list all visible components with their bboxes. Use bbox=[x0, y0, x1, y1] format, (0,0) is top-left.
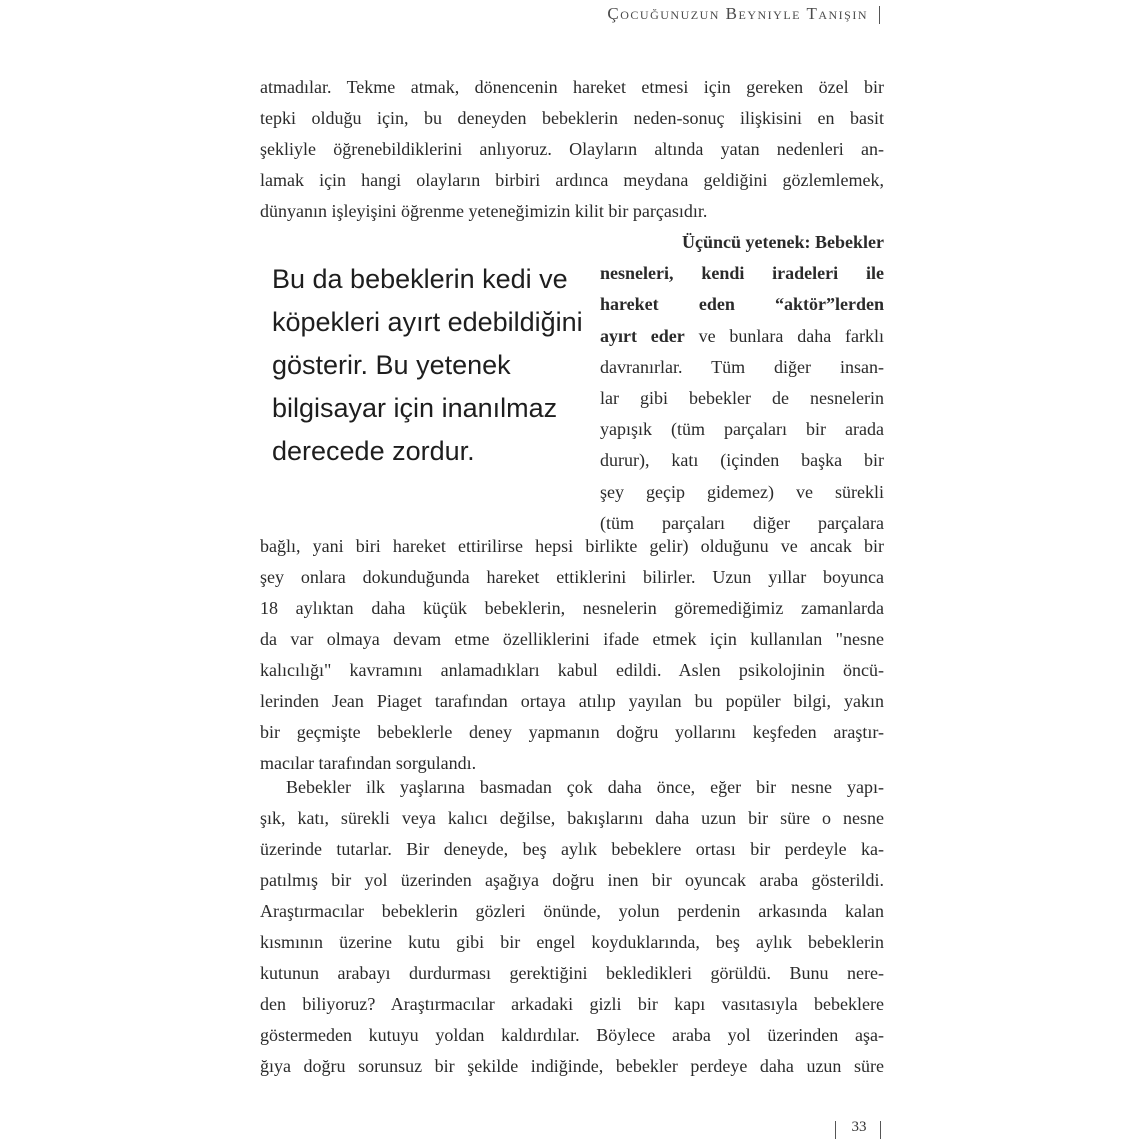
running-header bbox=[0, 4, 1140, 28]
running-title: Çocuğunuzun Beyniyle Tanışın bbox=[607, 4, 868, 23]
pull-quote-line: derecede zordur. bbox=[272, 436, 475, 466]
text-line: yapışık (tüm parçaları bir arada bbox=[600, 419, 884, 440]
text-line: atmadılar. Tekme atmak, dönencenin hareket etmesi için gereken özel bir bbox=[260, 77, 884, 97]
header-divider bbox=[879, 6, 880, 24]
text-line: lamak için hangi olayların birbiri ardınca meydana geldiğini gözlemlemek, bbox=[260, 170, 884, 190]
section-lead-line: Üçüncü yetenek: Bebekler bbox=[682, 232, 884, 252]
text-line: şey onlara dokunduğunda hareket ettiklerini bilirler. Uzun yıllar boyunca bbox=[260, 567, 884, 587]
text-line: kalıcılığı" kavramını anlamadıkları kabul edildi. Aslen psikolojinin öncü- bbox=[260, 660, 884, 680]
text-fragment: ve bunlara daha farklı bbox=[684, 325, 884, 346]
paragraph-3 bbox=[260, 772, 884, 1082]
text-line: (tüm parçaları diğer parçalara bbox=[600, 512, 884, 533]
text-line: lerinden Jean Piaget tarafından ortaya atılıp yayılan bu popüler bilgi, yakın bbox=[260, 691, 884, 711]
text-line: durur), katı (içinden başka bir bbox=[600, 450, 884, 471]
text-line: da var olmaya devam etme özelliklerini ifade etmek için kullanılan "nesne bbox=[260, 629, 884, 649]
page-footer bbox=[0, 1121, 1140, 1141]
pull-quote-line: bilgisayar için inanılmaz bbox=[272, 393, 558, 423]
footer-divider-right bbox=[880, 1121, 881, 1139]
text-line: kutunun arabayı durdurması gerektiğini bekledikleri görüldü. Bunu nere- bbox=[260, 963, 884, 983]
page-number: 33 bbox=[851, 1119, 867, 1135]
paragraph-2 bbox=[260, 531, 884, 779]
text-line: Araştırmacılar bebeklerin gözleri önünde, yolun perdenin arkasında kalan bbox=[260, 901, 884, 921]
text-line: göstermeden kutuyu yoldan kaldırdılar. Böylece araba yol üzerinden aşa- bbox=[260, 1025, 884, 1045]
text-line: şey geçip gidemez) ve sürekli bbox=[600, 481, 884, 502]
text-line: üzerinde tutarlar. Bir deneyde, beş aylık bebeklere ortası bir perdeyle ka- bbox=[260, 839, 884, 859]
text-line: bağlı, yani biri hareket ettirilirse hepsi birlikte gelir) olduğunu ve ancak bir bbox=[260, 536, 884, 556]
section-lead-line: nesneleri, kendi iradeleri ile bbox=[600, 263, 884, 284]
text-line: şekliyle öğrenebildiklerini anlıyoruz. Olayların altında yatan nedenleri an- bbox=[260, 139, 884, 159]
paragraph-1 bbox=[260, 72, 884, 227]
text-line: davranırlar. Tüm diğer insan- bbox=[600, 356, 884, 377]
text-line: 18 aylıktan daha küçük bebeklerin, nesnelerin göremediğimiz zamanlarda bbox=[260, 598, 884, 618]
text-line: bir geçmişte bebeklerle deney yapmanın doğru yollarını keşfeden araştır- bbox=[260, 722, 884, 742]
pull-quote-line: Bu da bebeklerin kedi ve bbox=[272, 264, 568, 294]
text-line: dünyanın işleyişini öğrenme yeteneğimizin kilit bir parçasıdır. bbox=[260, 201, 708, 221]
text-line: macılar tarafından sorgulandı. bbox=[260, 753, 477, 773]
section-lead-line: hareket eden “aktör”lerden bbox=[600, 294, 884, 315]
pull-quote-line: köpekleri ayırt edebildiğini bbox=[272, 307, 583, 337]
text-line: kısmının üzerine kutu gibi bir engel koyduklarında, beş aylık bebeklerin bbox=[260, 932, 884, 952]
text-line bbox=[600, 321, 884, 352]
narrow-column bbox=[600, 227, 884, 539]
text-line: lar gibi bebekler de nesnelerin bbox=[600, 387, 884, 408]
text-line: Bebekler ilk yaşlarına basmadan çok daha önce, eğer bir nesne yapı- bbox=[286, 777, 884, 797]
text-line: den biliyoruz? Araştırmacılar arkadaki gizli bir kapı vasıtasıyla bebeklere bbox=[260, 994, 884, 1014]
text-line: şık, katı, sürekli veya kalıcı değilse, bakışlarını daha uzun bir süre o nesne bbox=[260, 808, 884, 828]
pull-quote-line: gösterir. Bu yetenek bbox=[272, 350, 511, 380]
text-line: ğıya doğru sorunsuz bir şekilde indiğinde, bebekler perdeye daha uzun süre bbox=[260, 1056, 884, 1076]
pull-quote bbox=[272, 258, 602, 473]
footer-divider-left bbox=[835, 1121, 836, 1139]
text-line: tepki olduğu için, bu deneyden bebeklerin neden-sonuç ilişkisini en basit bbox=[260, 108, 884, 128]
text-line: patılmış bir yol üzerinden aşağıya doğru inen bir oyuncak araba gösterildi. bbox=[260, 870, 884, 890]
section-lead-bold: ayırt eder bbox=[600, 325, 685, 346]
